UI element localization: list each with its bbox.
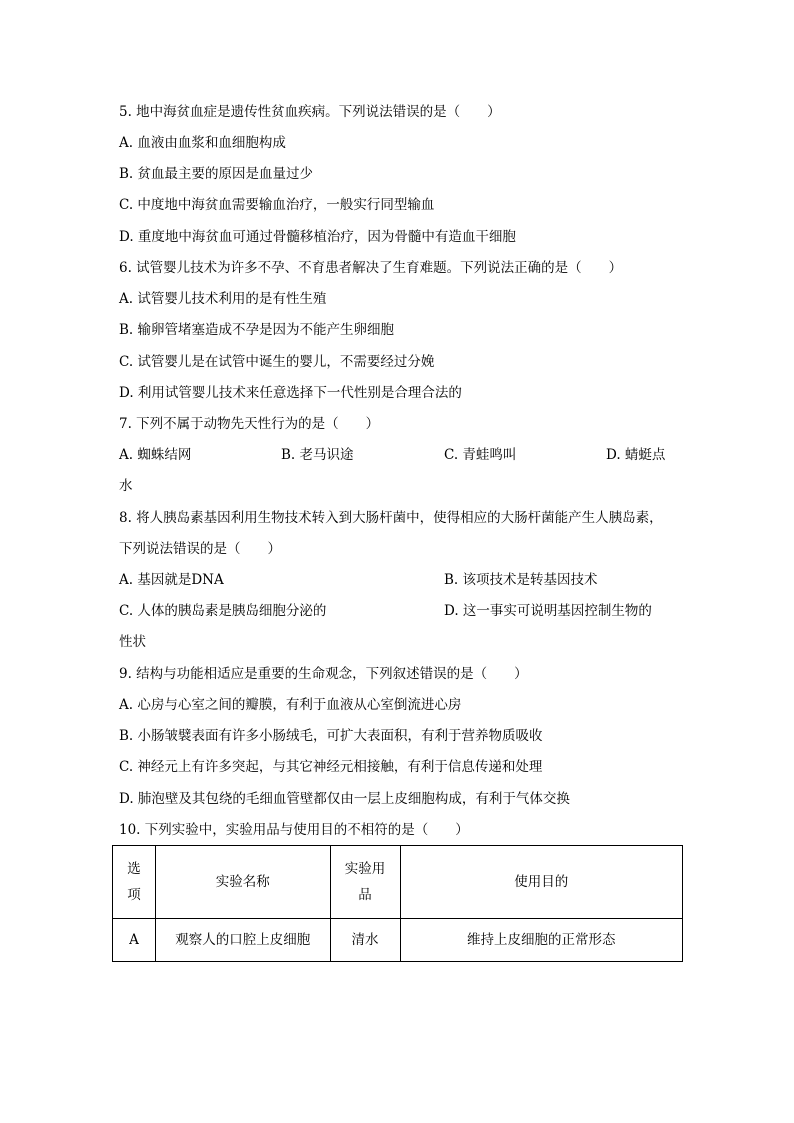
table-row [113,919,683,962]
row-experiment-item: 清水 [330,919,400,962]
q7-option-d-wrap: 水 [119,478,133,494]
header-option-line2: 项 [127,887,141,903]
q6-option-d: D. 利用试管婴儿技术来任意选择下一代性别是合理合法的 [119,385,462,401]
header-experiment-name: 实验名称 [155,846,330,919]
table-header-row [113,846,683,919]
q8-option-c: C. 人体的胰岛素是胰岛细胞分泌的 [119,603,327,619]
experiment-table [112,845,683,962]
q6-stem: 6. 试管婴儿技术为许多不孕、不育患者解决了生育难题。下列说法正确的是（ ） [119,260,623,276]
header-item-line1: 实验用 [344,861,386,877]
q8-option-d-wrap: 性状 [119,634,146,650]
q8-option-d: D. 这一事实可说明基因控制生物的 [444,603,652,619]
q6-option-b: B. 输卵管堵塞造成不孕是因为不能产生卵细胞 [119,322,395,338]
q9-stem: 9. 结构与功能相适应是重要的生命观念，下列叙述错误的是（ ） [119,666,528,682]
header-option-line1: 选 [127,861,141,877]
header-option [113,846,156,919]
q8-stem-line1: 8. 将人胰岛素基因利用生物技术转入到大肠杆菌中，使得相应的大肠杆菌能产生人胰岛素， [119,510,663,526]
q7-stem: 7. 下列不属于动物先天性行为的是（ ） [119,416,380,432]
q7-option-d: D. 蜻蜓点 [606,447,666,463]
q5-option-c: C. 中度地中海贫血需要输血治疗，一般实行同型输血 [119,197,435,213]
row-option: A [113,919,156,962]
q9-option-c: C. 神经元上有许多突起，与其它神经元相接触，有利于信息传递和处理 [119,759,543,775]
q7-option-c: C. 青蛙鸣叫 [444,447,517,463]
q6-option-c: C. 试管婴儿是在试管中诞生的婴儿，不需要经过分娩 [119,354,435,370]
q5-option-d: D. 重度地中海贫血可通过骨髓移植治疗，因为骨髓中有造血干细胞 [119,229,516,245]
q8-stem-line2: 下列说法错误的是（ ） [119,541,281,557]
q9-option-d: D. 肺泡壁及其包绕的毛细血管壁都仅由一层上皮细胞构成，有利于气体交换 [119,791,570,807]
q5-stem: 5. 地中海贫血症是遗传性贫血疾病。下列说法错误的是（ ） [119,104,501,120]
q8-option-b: B. 该项技术是转基因技术 [444,572,598,588]
q6-option-a: A. 试管婴儿技术利用的是有性生殖 [119,291,327,307]
q5-option-b: B. 贫血最主要的原因是血量过少 [119,166,314,182]
q9-option-a: A. 心房与心室之间的瓣膜，有利于血液从心室倒流进心房 [119,697,462,713]
row-experiment-name: 观察人的口腔上皮细胞 [155,919,330,962]
row-purpose: 维持上皮细胞的正常形态 [400,919,683,962]
q8-option-a: A. 基因就是DNA [119,572,224,588]
q9-option-b: B. 小肠皱襞表面有许多小肠绒毛，可扩大表面积，有利于营养物质吸收 [119,728,543,744]
q7-option-b: B. 老马识途 [281,447,354,463]
q10-stem: 10. 下列实验中，实验用品与使用目的不相符的是（ ） [119,822,469,838]
header-item-line2: 品 [358,887,372,903]
q5-option-a: A. 血液由血浆和血细胞构成 [119,135,286,151]
q7-option-a: A. 蜘蛛结网 [119,447,192,463]
header-experiment-item [330,846,400,919]
header-purpose: 使用目的 [400,846,683,919]
